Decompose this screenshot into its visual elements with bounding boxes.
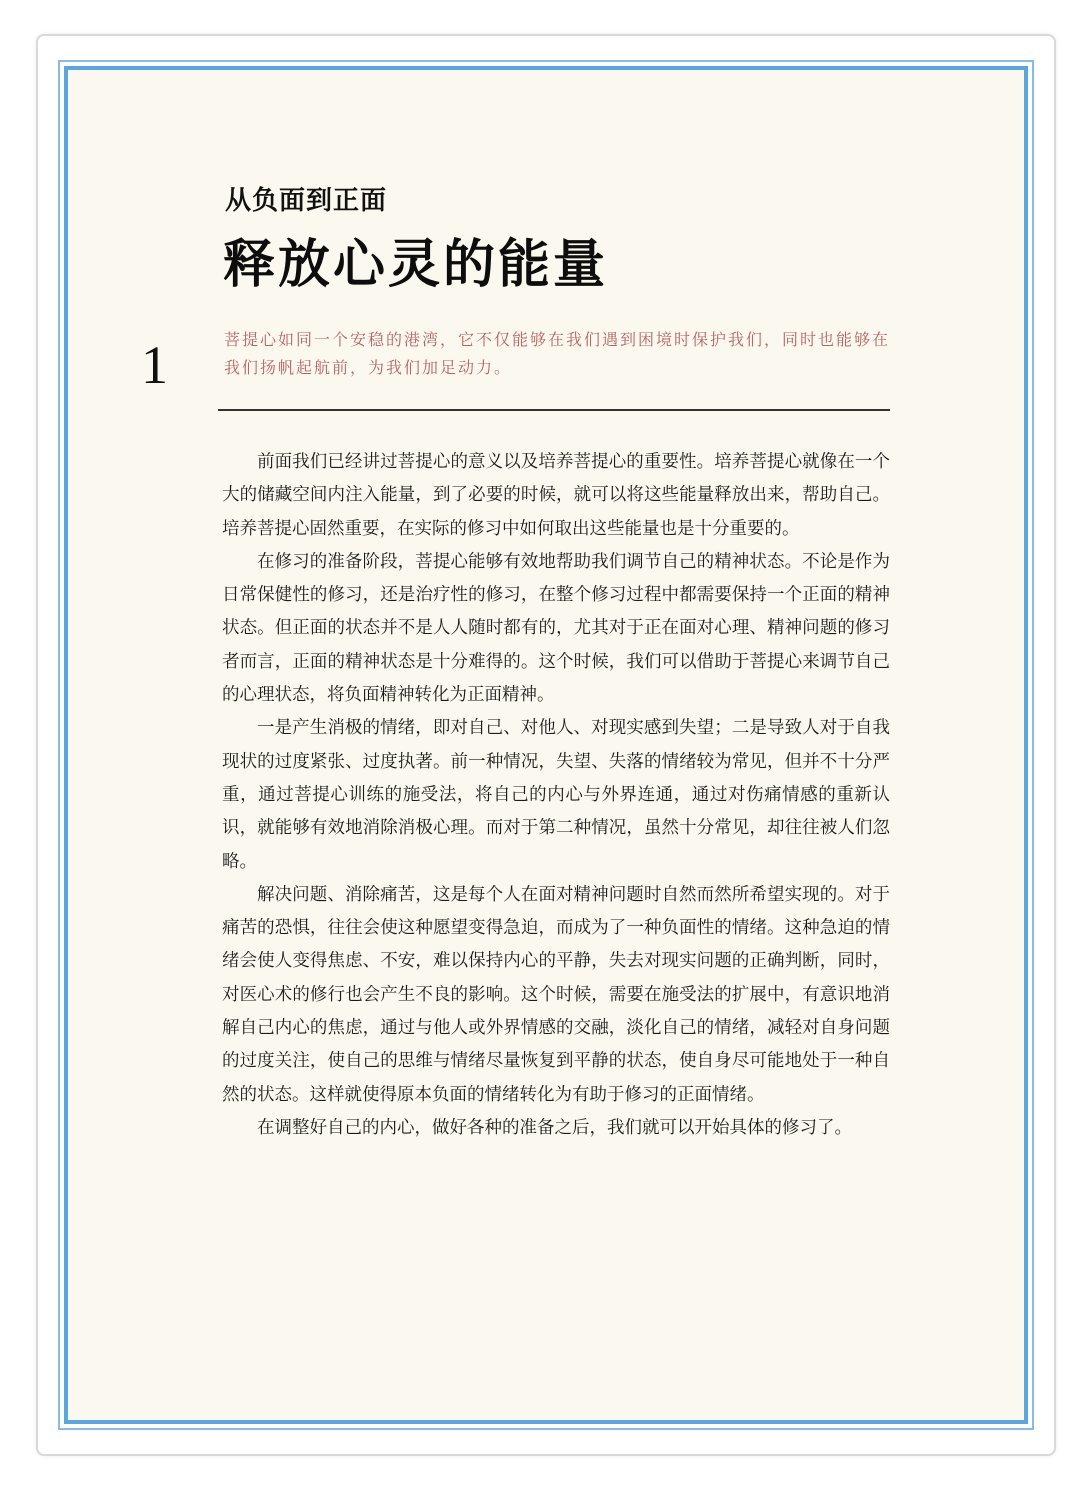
paragraph: 在修习的准备阶段，菩提心能够有效地帮助我们调节自己的精神状态。不论是作为日常保健性的修习，还是治疗性的修习，在整个修习过程中都需要保持一个正面的精神状态。但正面的状态并不是人人随时都有的，尤其对于正在面对心理、精神问题的修习者而言，正面的精神状态是十分难得的。这个时候，我们可以借助于菩提心来调节自己的心理状态，将负面精神转化为正面精神。 xyxy=(222,551,890,706)
page-card xyxy=(36,34,1056,1456)
page-title: 释放心灵的能量 xyxy=(223,234,609,295)
paragraph: 前面我们已经讲过菩提心的意义以及培养菩提心的重要性。培养菩提心就像在一个大的储藏空间内注入能量，到了必要的时候，就可以将这些能量释放出来，帮助自己。培养菩提心固然重要，在实际的修习中如何取出这些能量也是十分重要的。 xyxy=(222,452,890,539)
paragraph: 解决问题、消除痛苦，这是每个人在面对精神问题时自然而然所希望实现的。对于痛苦的恐惧，往往会使这种愿望变得急迫，而成为了一种负面性的情绪。这种急迫的情绪会使人变得焦虑、不安，难以保持内心的平静，失去对现实问题的正确判断，同时，对医心术的修行也会产生不良的影响。这个时候，需要在施受法的扩展中，有意识地消解自己内心的焦虑，通过与他人或外界情感的交融，淡化自己的情绪，减轻对自身问题的过度关注，使自己的思维与情绪尽量恢复到平静的状态，使自身尽可能地处于一种自然的状态。这样就使得原本负面的情绪转化为有助于修习的正面情绪。 xyxy=(222,884,890,1105)
chapter-number: 1 xyxy=(141,335,168,395)
book-page xyxy=(64,66,1028,1424)
divider-line xyxy=(218,409,890,411)
paragraph: 一是产生消极的情绪，即对自己、对他人、对现实感到失望；二是导致人对于自我现状的过度紧张、过度执著。前一种情况，失望、失落的情绪较为常见，但并不十分严重，通过菩提心训练的施受法，将自己的内心与外界连通，通过对伤痛情感的重新认识，就能够有效地消除消极心理。而对于第二种情况，虽然十分常见，却往往被人们忽略。 xyxy=(222,718,890,872)
page-content xyxy=(68,70,1024,1420)
decorative-frame xyxy=(58,60,1034,1430)
section-subtitle: 从负面到正面 xyxy=(225,186,388,216)
chapter-epigraph: 菩提心如同一个安稳的港湾，它不仅能够在我们遇到困境时保护我们，同时也能够在我们扬帆起航前，为我们加足动力。 xyxy=(224,330,891,377)
body-text xyxy=(222,446,890,1145)
paragraph: 在调整好自己的内心，做好各种的准备之后，我们就可以开始具体的修习了。 xyxy=(257,1117,852,1138)
